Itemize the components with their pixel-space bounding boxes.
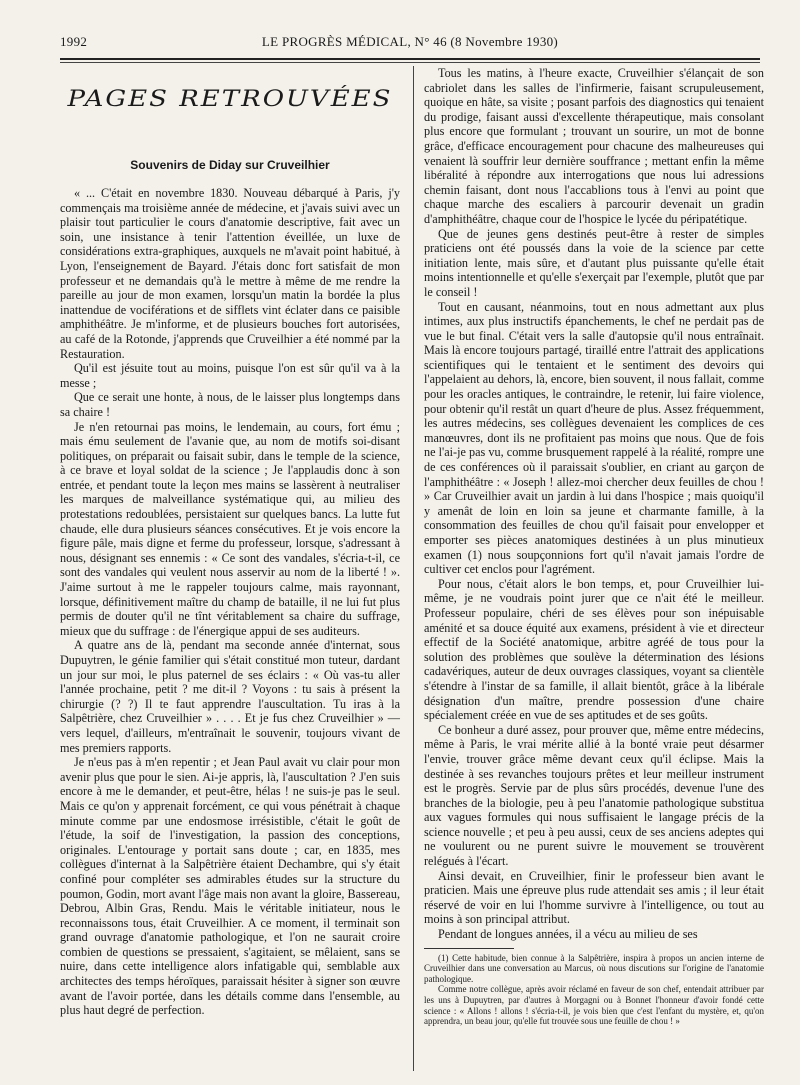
paragraph: A quatre ans de là, pendant ma seconde année d'internat, sous Dupuytren, le génie familier qui s'était constitué mon tuteur, dardant un jour sur moi, le plus paternel de ses éclairs : « Où vas-tu aller l'année prochaine, petit ? me dit-il ? Voyons : tu sais à présent la chirurgie (? ?) Il te faut apprendre l'auscultation. Tu iras à la Salpêtrière, chez Cruveilhier » . . . . Et je fus chez Cruveilhier » — vers lequel, d'ailleurs, m'entraînait le souvenir, toujours vivant de mes premiers rapports.: [60, 638, 400, 755]
column-divider: [413, 66, 414, 1071]
right-column: [424, 66, 764, 1027]
journal-title: LE PROGRÈS MÉDICAL, N° 46 (8 Novembre 1930): [261, 34, 559, 49]
running-header: [60, 34, 760, 50]
paragraph: Tout en causant, néanmoins, tout en nous admettant aux plus intimes, aux plus instructifs épanchements, le chef ne perdait pas de vue le but final. C'était vers la salle d'autopsie qu'il nous entraînait. Mais là encore toujours partagé, tiraillé entre l'attrait des applications scientifiques qui le tentaient et le sentiment des devoirs qui l'appelaient au dehors, là, encore, bien souvent, il nous fallait, comme pour les oracles antiques, le contraindre, le retenir, lui faire violence, pour obtenir qu'il restât un quart d'heure de plus. Assez fréquemment, les autres médecins, ses collègues devenaient les complices de ces manœuvres, dont ils ne profitaient pas moins que nous. Que de fois ne l'ai-je pas vu, comme brusquement rappelé à la réalité, rompre une de ces conférences où il paraissait s'oublier, en criant au garçon de l'amphithéâtre : « Joseph ! allez-moi chercher deux feuilles de chou ! » Car Cruveilhier avait un jardin à lui dans l'hospice ; mais quoiqu'il y amenât de loin en loin sa jeune et charmante famille, à la consommation des feuilles de chou qu'il faisait pour envelopper et emporter ses pièces anatomiques destinées à un plus minutieux examen (1) nous soupçonnions fort qu'il n'avait jamais l'ordre de cultiver cet enclos pour l'agrément.: [424, 299, 764, 577]
footnotes: [424, 953, 764, 1027]
page-number: 1992: [60, 34, 88, 49]
section-title: PAGES RETROUVÉES: [67, 86, 393, 112]
footnote: Comme notre collègue, après avoir réclamé en faveur de son chef, entendait attribuer par les uns à Dupuytren, par d'autres à Morgagni ou à Bonnet l'honneur d'avoir fondé cette science : « Allons ! allons ! s'écria-t-il, je vois bien que c'est l'enfant du mystère, et, qu'on apprendra, un beau jour, qu'elle fut trouvée sous une feuille de chou ! »: [424, 984, 764, 1027]
left-column: [60, 70, 400, 1018]
paragraph: Je n'en retournai pas moins, le lendemain, au cours, fort ému ; mais ému seulement de l'avanie que, au nom de motifs soi-disant politiques, on préparait ou faisait subir, dans le temple de la science, à ce brave et loyal soldat de la science ; Je l'applaudis donc à son entrée, et pendant toute la leçon mes mains se lassèrent à neutraliser les marques de malveillance systématique qui, au milieu des protestations redoublées, persistaient sur quelques bancs. La lutte fut chaude, elle dura plusieurs séances consécutives. Et je vois encore la figure pâle, mais digne et ferme du professeur, lorsque, s'adressant à nous, désignant ses ennemis : « Ce sont des vandales, s'écria-t-il, ce sont des vandales qui veulent nous asservir au nom de la liberté ! ». J'aime surtout à me le rappeler toujours calme, mais rayonnant, lorsque, définitivement maître du champ de bataille, il ne lui fut plus permis de douter qu'il ne tînt véritablement sa chaire du suffrage, mieux que du suffrage : de l'énergique appui de ses auditeurs.: [60, 419, 400, 638]
header-rule-thin: [60, 62, 760, 63]
article-title: Souvenirs de Diday sur Cruveilhier: [130, 158, 330, 172]
paragraph: Qu'il est jésuite tout au moins, puisque l'on est sûr qu'il va à la messe ;: [60, 361, 400, 390]
paragraph: Ce bonheur a duré assez, pour prouver que, même entre médecins, même à Paris, le vrai mérite allié à la bonté vraie peut désarmer l'envie, trouver grâce même devant ceux qu'il éclipse. Mais la destinée à ses revanches toujours prêtes et leur meilleur instrument est le progrès. Servie par de plus sûrs procédés, devenue l'une des branches de la biologie, peu à peu l'anatomie pathologique substitua aux vagues formules qui nous suffisaient le langage précis de la science nouvelle ; et peu à peu aussi, ceux de ses anciens adeptes qui ne voulurent ou ne purent suivre le mouvement se trouvèrent relégués à l'écart.: [424, 722, 764, 869]
paragraph: Je n'eus pas à m'en repentir ; et Jean Paul avait vu clair pour mon avenir plus que pour le sien. Ai-je appris, là, l'auscultation ? J'en suis encore à me le demander, et peut-être, hélas ! ne suis-je pas le seul. Mais ce qu'on y apprenait forcément, ce qui vous pénétrait à chaque minute comme par une endosmose irrésistible, c'était le goût de l'étude, la soif de l'investigation, la passion des conceptions, originales. L'entourage y portait sans doute ; car, en 1835, mes collègues d'internat à la Salpêtrière étaient Dechambre, qui s'y était confiné pour compléter ses admirables études sur la structure du poumon, Godin, mort avant l'âge mais non avant la gloire, Bassereau, Debrou, Albin Gras, Rendu. Mais le véritable initiateur, nous le reconnaissons tous, était Cruveilhier. A ce moment, il terminait son grand ouvrage d'anatomie pathologique, et l'on ne saurait croire combien de questions se pressaient, s'agitaient, se mêlaient, sans se nuire, dans cette intelligence alors infatigable qui, semblable aux architectes des temps héroïques, paraissait hésiter à signer son œuvre avant de l'avoir portée, dans les détails comme dans l'ensemble, au plus haut degré de perfection.: [60, 755, 400, 1018]
paragraph: Tous les matins, à l'heure exacte, Cruveilhier s'élançait de son cabriolet dans les salles de l'infirmerie, faisant scrupuleusement, quoique en hâte, sa visite ; posant parfois des diagnostics qui tenaient du prodige, faisant aussi d'excellente thérapeutique, mais consolant plus encore que formulant ; trouvant un sourire, un mot de bonne grâce, d'efficace encouragement pour chacune des malheureuses qui venaient là souffrir leur dernière souffrance ; mettant enfin la même libéralité à répondre aux interrogations que nous lui adressions chemin faisant, dont nous l'accablions tous à l'envi au point que chaque marche des escaliers à parcourir devenait un gradin d'amphithéâtre, chaque cour de l'hospice le lycée du péripatétique.: [424, 66, 764, 226]
header-rule: [60, 58, 760, 60]
paragraph: « ... C'était en novembre 1830. Nouveau débarqué à Paris, j'y commençais ma troisième année de médecine, et j'avais suivi avec un plaisir tout particulier le cours d'anatomie descriptive, fait avec un soin, une insistance à tenir l'attention éveillée, un luxe de considérations extra-graphiques, auxquels ne m'avait point habitué, à Lyon, l'enseignement de Bayard. J'étais donc fort satisfait de mon professeur et ne demandais qu'à le mettre à même de me rendre la pareille au jour de mon examen, lorsqu'un matin la bordée la plus inattendue de vociférations et de sifflets vint éclater dans ce paisible amphithéâtre. Je m'informe, et de plusieurs bouches fort autorisées, au café de la Rotonde, j'apprends que Cruveilhier a été nommé par la Restauration.: [60, 186, 400, 361]
paragraph: Pendant de longues années, il a vécu au milieu de ses: [438, 927, 698, 942]
paragraph: Que de jeunes gens destinés peut-être à rester de simples praticiens ont été poussés dans la voie de la science par cette initiation lente, mais sûre, et d'autant plus puissante qu'elle était moins intentionnelle et qu'elle s'exerçait par l'exemple, plutôt que par le conseil !: [424, 226, 764, 299]
footnote-rule: [424, 948, 514, 949]
paragraph: Pour nous, c'était alors le bon temps, et, pour Cruveilhier lui-même, je ne voudrais point jurer que ce n'ait été le meilleur. Professeur populaire, chéri de ses élèves pour son inépuisable aménité et sa douce équité aux examens, président à vie et directeur effectif de la Société anatomique, arbitre agréé de tous pour la solution des problèmes que soulève la détermination des lésions cadavériques, auteur de deux ouvrages classiques, voyant sa clientèle s'étendre à l'instar de sa famille, il allait bientôt, grâce à la libérale désignation d'un maître, prendre possession d'une chaire spécialement créée en vue de ses aptitudes et de ses goûts.: [424, 576, 764, 723]
paragraph: Ainsi devait, en Cruveilhier, finir le professeur bien avant le praticien. Mais une épreuve plus rude attendait ses amis ; il leur était réservé de voir en lui l'homme survivre à l'intelligence, ou tout au moins à son principal attribut.: [424, 868, 764, 927]
footnote: (1) Cette habitude, bien connue à la Salpêtrière, inspira à propos un ancien interne de Cruveilhier dans une conversation au Marcus, où nous discutions sur l'origine de l'anatomie pathologique.: [424, 952, 764, 984]
paragraph: Que ce serait une honte, à nous, de le laisser plus longtemps dans sa chaire !: [60, 390, 400, 419]
